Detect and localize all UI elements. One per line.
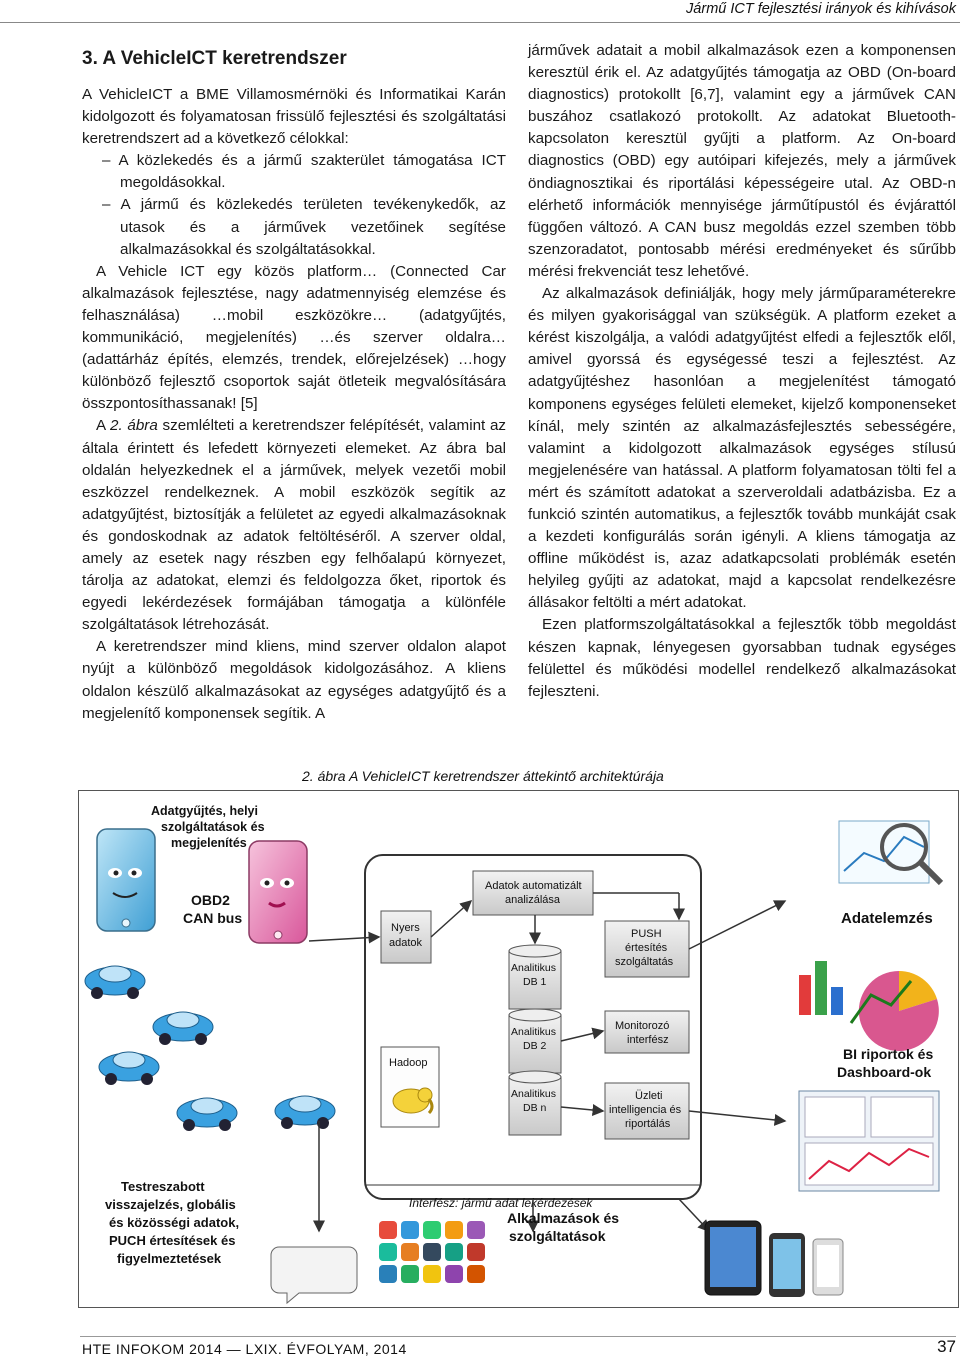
tailored-line-3: és közösségi adatok,	[109, 1215, 240, 1230]
devices-icon	[705, 1221, 843, 1297]
footer-rule	[80, 1336, 956, 1337]
section-title: 3. A VehicleICT keretrendszer	[82, 48, 347, 69]
tailored-line-1: Testreszabott	[121, 1179, 205, 1194]
app-icon	[423, 1221, 441, 1239]
app-icon	[467, 1265, 485, 1283]
bi-charts-icon	[799, 961, 939, 1051]
continuation-paragraph: járművek adatait a mobil alkalmazások ezen a komponensen keresztül érik el. Az adatgyűjtés támogatja az OBD (On-board diagnostics) protokollt [6,7], valamint egy a járművek CAN buszához csatlakozó protokollt. Az adatokat Bluetooth-kapcsolaton keresztül gyűjti a platform. Az On-board diagnostics (OBD) egy autóipari kifejezés, mely a járművek öndiagnosztikai és riportálási képességeire utal. Az OBD-n elérhető információk mennyisége járműtípustól és évjárattól függően változó. A CAN busz megoldás ezzel szemben több szenzoradatot, pontosabb mérési eredményeket és sűrűbb mérési frekvenciát tesz lehetővé.	[528, 42, 956, 280]
phone-blue-icon	[97, 829, 155, 931]
app-icon	[423, 1243, 441, 1261]
architecture-diagram	[79, 791, 958, 1307]
app-icon	[467, 1221, 485, 1239]
left-column	[82, 40, 506, 725]
app-icon	[379, 1221, 397, 1239]
app-icon	[401, 1221, 419, 1239]
push-box	[605, 921, 689, 977]
app-icon	[467, 1243, 485, 1261]
platform-services-paragraph: Ezen platformszolgáltatásokkal a fejlesztők több megoldást készen kapnak, lényegesen gyorsabban tudnak egységes felülettel és működési modellel rendelkező alkalmazásokat fejleszteni.	[528, 616, 956, 700]
apps-line-1: Alkalmazások és	[507, 1210, 620, 1226]
architecture-figure	[78, 790, 959, 1308]
db1-icon	[509, 945, 561, 1009]
figure-reference-link[interactable]: 2. ábra	[110, 417, 158, 435]
monitor-line-2: interfész	[627, 1034, 669, 1046]
db1-line-1: Analitikus	[511, 962, 556, 974]
car-icon	[275, 1096, 335, 1129]
tailored-feedback-label	[105, 1179, 239, 1266]
collect-label	[151, 804, 265, 850]
raw-data-box	[381, 911, 431, 963]
goal-item-2: – A jármű és közlekedés területen tevékenykedők, az utasok és a járművek vezetőinek segítése alkalmazásokkal és szolgáltatásokkal.	[102, 196, 506, 258]
apps-services-label	[507, 1210, 619, 1244]
car-icon	[153, 1012, 213, 1045]
raw-line-2: adatok	[389, 937, 423, 949]
app-icon	[445, 1265, 463, 1283]
page-number: 37	[937, 1337, 956, 1356]
app-icons-grid	[379, 1221, 485, 1283]
tailored-line-5: figyelmeztetések	[117, 1251, 222, 1266]
monitor-box	[605, 1011, 689, 1053]
auto-line-2: analizálása	[505, 894, 561, 906]
app-icon	[401, 1243, 419, 1261]
collect-line-2: szolgáltatások és	[161, 820, 265, 834]
dbn-line-1: Analitikus	[511, 1088, 556, 1100]
auto-analysis-box	[473, 871, 593, 915]
push-line-2: értesítés	[625, 942, 668, 954]
data-analysis-label: Adatelemzés	[841, 910, 933, 927]
bi-reports-line-1: BI riportok és	[843, 1046, 934, 1062]
tailored-line-4: PUCH értesítések és	[109, 1233, 236, 1248]
app-icon	[379, 1265, 397, 1283]
figure-caption: 2. ábra A VehicleICT keretrendszer áttekintő architektúrája	[302, 768, 664, 784]
obd-line-2: CAN bus	[183, 910, 243, 926]
client-paragraph: A keretrendszer mind kliens, mind szerver oldalon alapot nyújt a különböző megoldások kidolgozásához. A kliens oldalon készülő alkalmazásokat az egységes adatgyűjtő és a megjelenítő komponensek segítik. A	[82, 638, 506, 722]
app-icon	[423, 1265, 441, 1283]
header-rule	[0, 22, 960, 23]
monitor-line-1: Monitorozó	[615, 1020, 670, 1032]
figure-desc-b: szemlélteti a keretrendszer felépítését, valamint az általa érintett és lefedett környezeti elemeket. Az ábra bal oldalán helyezkednek el a járművek, melyek vezetői mobil eszközzel rendelkeznek. A mobil eszközök segítik az adatgyűjtést, biztosítják a felületet az egyedi alkalmazásoknak és gondoskodnak az adatok feltöltéséről. A szerver oldal, amely az esetek nagy részben egy felhőalapú környezet, tárolja az adatokat, elemzi és feldolgozza őket, riportok és egyedi lekérdezések formájában támogatja a különféle szolgáltatások létrehozását.	[82, 417, 506, 634]
collect-line-1: Adatgyűjtés, helyi	[151, 804, 258, 818]
tailored-line-2: visszajelzés, globális	[105, 1197, 236, 1212]
figure-desc-a: A	[96, 417, 111, 435]
bi-line-2: intelligencia és	[609, 1104, 682, 1116]
phone-pink-icon	[249, 841, 307, 943]
car-icon	[177, 1098, 237, 1131]
interface-label: Interfész: jármű adat lekérdezések	[409, 1196, 593, 1210]
dbn-icon	[509, 1071, 561, 1135]
push-line-1: PUSH	[631, 928, 662, 940]
app-icon	[445, 1243, 463, 1261]
obd-line-1: OBD2	[191, 892, 230, 908]
app-icon	[445, 1221, 463, 1239]
db2-line-1: Analitikus	[511, 1026, 556, 1038]
bi-box	[605, 1083, 689, 1139]
car-icon	[85, 966, 145, 999]
db2-icon	[509, 1009, 561, 1073]
obd-label	[183, 892, 242, 926]
journal-info: HTE INFOKOM 2014 — LXIX. ÉVFOLYAM, 2014	[82, 1341, 407, 1357]
collect-line-3: megjelenítés	[171, 836, 247, 850]
apps-line-2: szolgáltatások	[509, 1228, 606, 1244]
auto-line-1: Adatok automatizált	[485, 880, 582, 892]
raw-line-1: Nyers	[391, 922, 420, 934]
db1-line-2: DB 1	[523, 976, 547, 988]
running-head: Jármű ICT fejlesztési irányok és kihívások	[686, 1, 956, 17]
hadoop-label: Hadoop	[389, 1057, 428, 1069]
bi-reports-line-2: Dashboard-ok	[837, 1064, 932, 1080]
applications-paragraph: Az alkalmazások definiálják, hogy mely járműparaméterekre és milyen gyakorisággal van szükségük. A platform ezeket a kérést kiszolgálja, a valódi adatgyűjtést elfedi a fejlesztők elől, amivel gyorssá és egységessé teszi a fejlesztést. Az adatgyűjtéshez hasonlóan a megjelenítést támogató komponens egységes felületi elemeket, kijelző komponenseket kínál, mely szintén az alkalmazásfejlesztés sebességére, valamint a kidolgozott alkalmazások egységes stílusú megjelenésére van hatással. A platform folyamatosan tölti fel a mért és számított adatokat a szerveroldali adatbázisba. Ez a funkció szintén automatikus, a fejlesztők tovább munkáját csak a kezdeti konfigurálás során igényli. A kliens támogatja az offline működést is, azaz adatkapcsolati problémák esetén helyileg gyűjti az adatokat, majd a kapcsolat rendelkezésre állásakor feltölti a mért adatokat.	[528, 285, 956, 612]
push-line-3: szolgáltatás	[615, 956, 674, 968]
intro-paragraph: A VehicleICT a BME Villamosmérnöki és Informatikai Karán kidolgozott és folyamatosan frissülő fejlesztési és szolgáltatási keretrendszert ad a következő célokkal:	[82, 86, 506, 148]
figure-description-paragraph	[82, 415, 506, 636]
magnifier-chart-icon	[839, 821, 941, 883]
speech-bubble-icon	[271, 1247, 357, 1303]
platform-paragraph: A Vehicle ICT egy közös platform… (Connected Car alkalmazások fejlesztése, nagy adatmennyiség elemzése és felhasználása) …mobil eszközökre… (adatgyűjtés, kommunikáció, megjelenítés) …és szerver oldalra… (adattárház építés, elemzés, trendek, előrejelzések) …hogy különböző fejlesztő csoportok saját ötleteik megvalósítására összpontosíthassanak! [5]	[82, 262, 506, 413]
car-icon	[99, 1052, 159, 1085]
app-icon	[379, 1243, 397, 1261]
dashboard-screens-icon	[799, 1091, 939, 1191]
bi-line-1: Üzleti	[635, 1090, 663, 1102]
dbn-line-2: DB n	[523, 1102, 547, 1114]
bi-reports-label	[837, 1046, 933, 1080]
app-icon	[401, 1265, 419, 1283]
hadoop-box	[381, 1047, 439, 1127]
right-column	[528, 40, 956, 703]
db2-line-2: DB 2	[523, 1040, 547, 1052]
bi-line-3: riportálás	[625, 1118, 671, 1130]
goal-item-1: – A közlekedés és a jármű szakterület támogatása ICT megoldásokkal.	[102, 152, 506, 192]
